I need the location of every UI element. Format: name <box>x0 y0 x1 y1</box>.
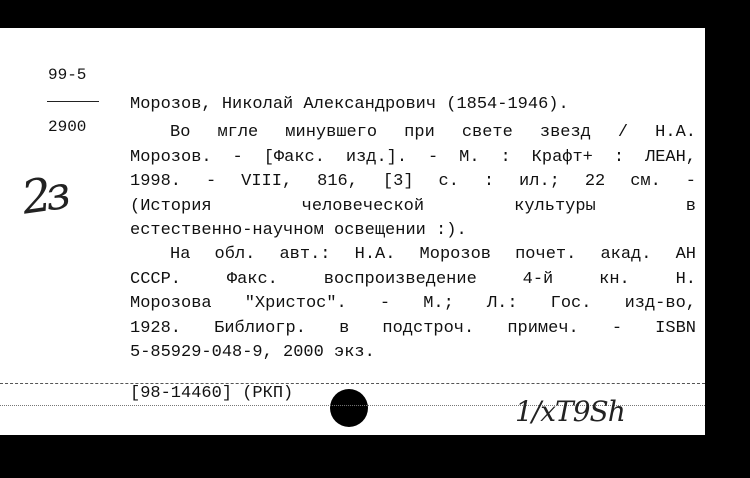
handwritten-mark-right: 1/хТ9Sh <box>515 395 625 428</box>
punch-hole-dot <box>330 389 368 427</box>
call-number-bottom: 2900 <box>48 118 87 136</box>
bibliographic-description <box>130 121 696 244</box>
description-line: Во мгле минувшего при свете звезд / Н.А. <box>170 123 696 142</box>
handwritten-mark-left: 2з <box>18 165 68 225</box>
note-line: Морозова "Христос". - М.; Л.: Гос. изд-во, <box>130 294 696 313</box>
call-number-top: 99-5 <box>48 66 87 84</box>
description-line: (История человеческой культуры в <box>130 196 696 216</box>
catalog-card <box>0 28 705 435</box>
note-line: СССР. Факс. воспроизведение 4-й кн. Н. <box>130 269 696 289</box>
call-number-rule <box>47 101 99 102</box>
author-heading: Морозов, Николай Александрович (1854-1946). <box>130 95 569 114</box>
note-line: 5-85929-048-9, 2000 экз. <box>130 343 375 362</box>
note-line: На обл. авт.: Н.А. Морозов почет. акад. АН <box>170 245 696 264</box>
bibliographic-note <box>130 243 696 366</box>
dashed-divider <box>0 383 705 384</box>
description-line: 1998. - VIII, 816, [3] с. : ил.; 22 см. - <box>130 172 696 191</box>
note-line: 1928. Библиогр. в подстроч. примеч. - ISBN <box>130 318 696 338</box>
order-number: [98-14460] (РКП) <box>130 384 294 403</box>
description-line: Морозов. - [Факс. изд.]. - М. : Крафт+ : ЛЕАН, <box>130 147 696 167</box>
description-line: естественно-научном освещении :). <box>130 221 467 240</box>
